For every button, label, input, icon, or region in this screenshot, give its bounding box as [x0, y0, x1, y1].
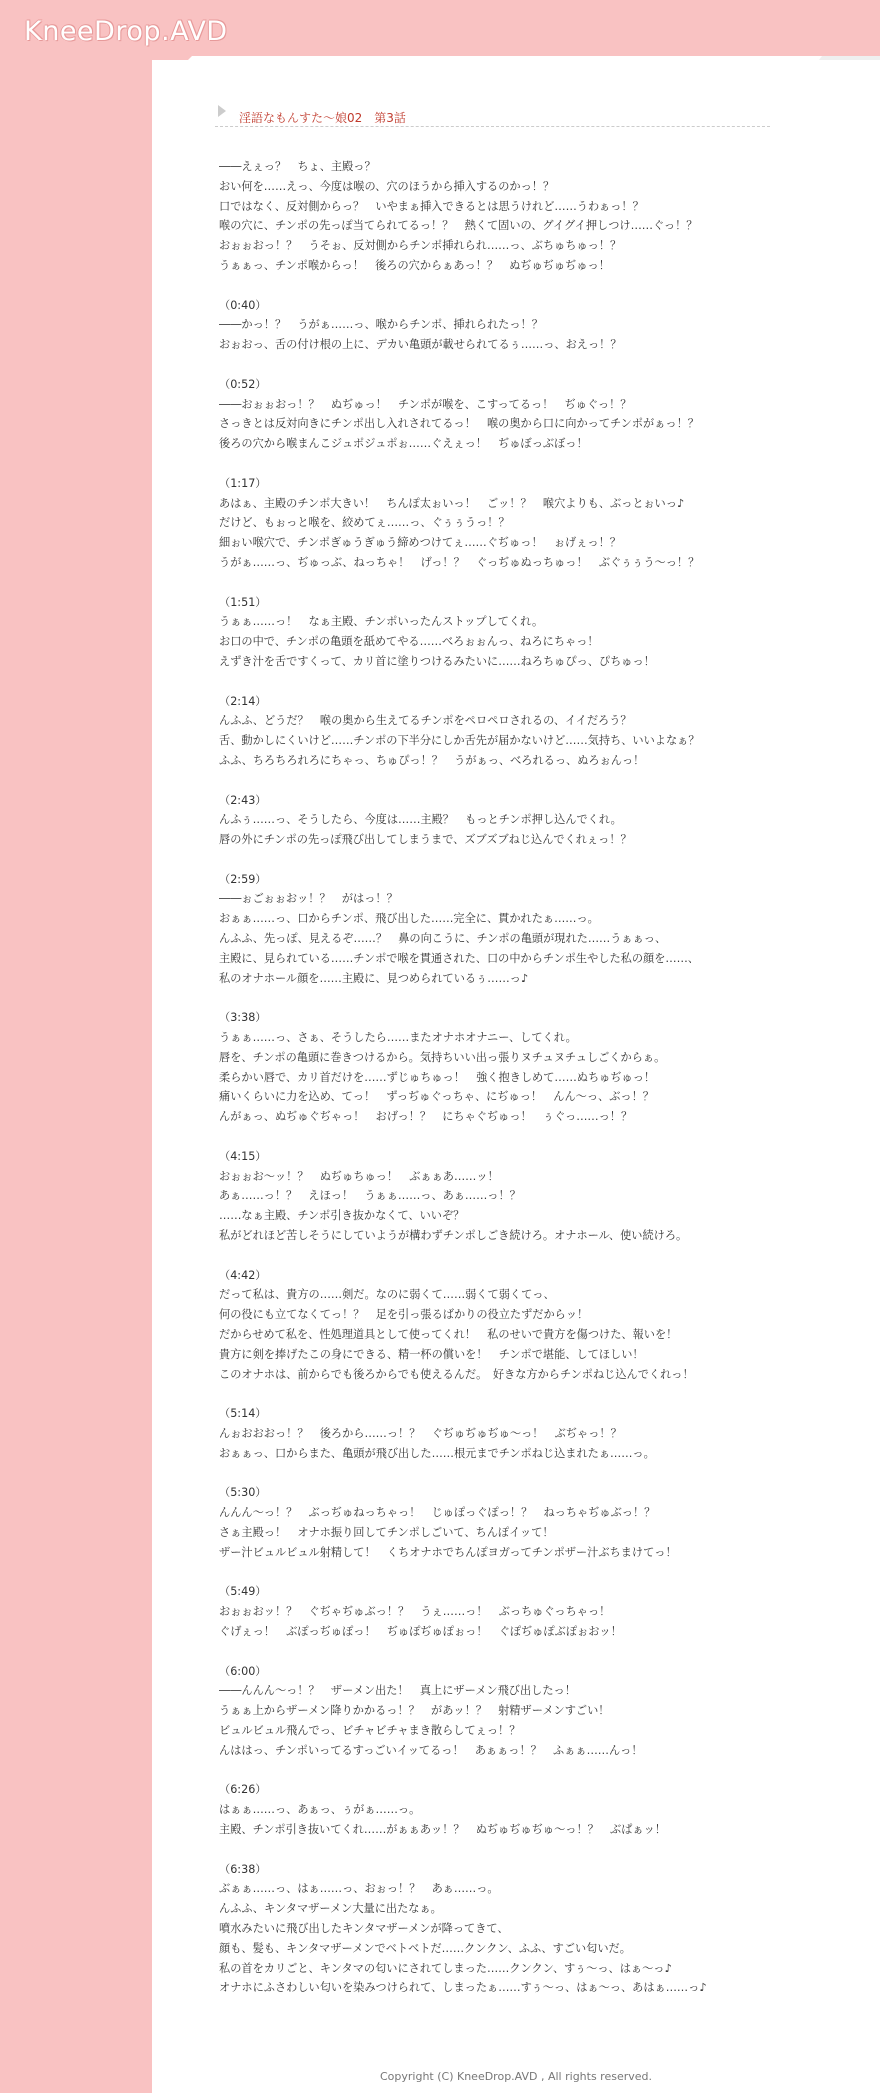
dialogue-line: うぁぁっ、チンポ喉からっ！ 後ろの穴からぁあっ！？ ぬぢゅぢゅぢゅっ！ [219, 258, 610, 272]
dialogue-paragraph [219, 1404, 779, 1463]
dialogue-line: 主殿、チンポ引き抜いてくれ……がぁぁあッ！？ ぬぢゅぢゅぢゅ～っ！？ ぶぱぁッ！ [219, 1822, 666, 1836]
dialogue-paragraph [219, 1780, 779, 1839]
dialogue-line: 後ろの穴から喉まんこジュポジュポぉ……ぐえぇっ！ ぢゅぼっぶぼっ！ [219, 437, 588, 451]
dialogue-line: 私がどれほど苦しそうにしていようが構わずチンポしごき続けろ。オナホール、使い続けろ。 [219, 1229, 688, 1243]
dialogue-line: 喉の穴に、チンポの先っぽ当てられてるっ！？ 熱くて固いの、グイグイ押しつけ……ぐっ！？ [219, 219, 698, 233]
dialogue-line: （3:38） [219, 1011, 267, 1025]
dialogue-line: （6:26） [219, 1783, 267, 1797]
dialogue-line: オナホにふさわしい匂いを染みつけられて、しまったぁ……すぅ～っ、はぁ～っ、あはぁ……っ♪ [219, 1981, 707, 1995]
footer-copyright: Copyright (C) KneeDrop.AVD , All rights reserved. [379, 2070, 653, 2083]
dialogue-paragraph [219, 375, 779, 454]
dialogue-line: 主殿に、見られている……チンポで喉を貫通された、口の中からチンポ生やした私の顔を……、 [219, 951, 699, 965]
dialogue-line: 舌、動かしにくいけど……チンポの下半分にしか舌先が届かないけど……気持ち、いいよなぁ？ [219, 734, 700, 748]
dialogue-line: （4:15） [219, 1149, 267, 1163]
dialogue-line: （2:14） [219, 694, 267, 708]
dialogue-line: （1:51） [219, 595, 267, 609]
dialogue-line: うがぁ……っ、ぢゅっぶ、ねっちゃ！ げっ！？ ぐっぢゅぬっちゅっ！ ぶぐぅぅう～っ！？ [219, 555, 700, 569]
dialogue-line: ――んんん～っ！？ ザーメン出た！ 真上にザーメン飛び出したっ！ [219, 1684, 576, 1698]
dialogue-line: おぁぁ……っ、口からチンポ、飛び出した……完全に、貫かれたぁ……っ。 [219, 912, 599, 926]
dialogue-line: このオナホは、前からでも後ろからでも使えるんだ。 好きな方からチンポねじ込んでくれっ！ [219, 1367, 694, 1381]
dialogue-line: おぉぉおッ！？ ぐぢゃぢゅぶっ！？ うぇ……っ！ ぶっちゅぐっちゃっ！ [219, 1605, 611, 1619]
dialogue-line: 顔も、髪も、キンタマザーメンでベトベトだ……クンクン、ふふ、すごい匂いだ。 [219, 1941, 631, 1955]
dialogue-line: あはぁ、主殿のチンポ大きい！ ちんぽ太ぉいっ！ ごッ！？ 喉穴よりも、ぶっとぉいっ♪ [219, 496, 685, 510]
dialogue-line: うぁぁ上からザーメン降りかかるっ！？ があッ！？ 射精ザーメンすごい！ [219, 1704, 610, 1718]
dialogue-paragraph [219, 1008, 779, 1127]
dialogue-line: おぁぁっ、口からまた、亀頭が飛び出した……根元までチンポねじ込まれたぁ……っ。 [219, 1446, 655, 1460]
article-title: 淫語なもんすた～娘02 第3話 [239, 111, 406, 126]
dialogue-line: （5:30） [219, 1486, 267, 1500]
dialogue-line: ――ぉごぉぉおッ！？ がはっ！？ [219, 892, 398, 906]
dialogue-paragraph [219, 1266, 779, 1385]
dialogue-line: さっきとは反対向きにチンポ出し入れされてるっ！ 喉の奥から口に向かってチンポがぁっ！？ [219, 417, 699, 431]
site-logo[interactable]: KneeDrop.AVD [24, 16, 228, 47]
dialogue-line: （2:59） [219, 872, 267, 886]
dialogue-paragraph [219, 1582, 779, 1641]
dialogue-line: 私のオナホール顔を……主殿に、見つめられているぅ……っ♪ [219, 971, 528, 985]
dialogue-line: だけど、もぉっと喉を、絞めてぇ……っ、ぐぅぅうっ！？ [219, 516, 510, 530]
dialogue-line: んふふ、どうだ？ 喉の奥から生えてるチンポをペロペロされるの、イイだろう？ [219, 714, 632, 728]
dialogue-line: （0:40） [219, 298, 267, 312]
dialogue-paragraph [219, 1860, 779, 1999]
dialogue-line: んぉおおおっ！？ 後ろから……っ！？ ぐぢゅぢゅぢゅ～っ！ ぶぢゃっ！？ [219, 1427, 622, 1440]
dialogue-line: えずき汁を舌ですくって、カリ首に塗りつけるみたいに……ねろちゅぴっ、ぴちゅっ！ [219, 654, 655, 668]
dialogue-line: うぁぁ……っ、さぁ、そうしたら……またオナホオナニー、してくれ。 [219, 1031, 577, 1045]
dialogue-paragraph [219, 1662, 779, 1761]
article-title-row [215, 96, 770, 127]
dialogue-line: 口ではなく、反対側からっ？ いやまぁ挿入できるとは思うけれど……うわぁっ！？ [219, 199, 644, 213]
dialogue-paragraph [219, 157, 779, 276]
dialogue-line: うぁぁ……っ！ なぁ主殿、チンポいったんストップしてくれ。 [219, 615, 544, 629]
dialogue-line: はぁぁ……っ、あぁっ、ぅがぁ……っ。 [219, 1803, 421, 1817]
dialogue-line: んんん～っ！？ ぶっぢゅねっちゃっ！ じゅぽっぐぽっ！？ ねっちゃぢゅぶっ！？ [219, 1506, 656, 1520]
dialogue-line: おい何を……えっ、今度は喉の、穴のほうから挿入するのかっ！？ [219, 179, 555, 193]
dialogue-line: さぁ主殿っ！ オナホ振り回してチンポしごいて、ちんぽイッて！ [219, 1525, 554, 1539]
dialogue-line: ぶぁぁ……っ、はぁ……っ、おぉっ！？ あぁ……っ。 [219, 1882, 499, 1896]
dialogue-paragraph [219, 474, 779, 573]
dialogue-line: ザー汁ビュルビュル射精して！ くちオナホでちんぽヨガってチンポザー汁ぶちまけてっ！ [219, 1545, 677, 1559]
dialogue-line: 唇を、チンポの亀頭に巻きつけるから。気持ちいい出っ張りヌチュヌチュしごくからぁ。 [219, 1050, 666, 1064]
dialogue-paragraph [219, 593, 779, 672]
dialogue-line: （6:38） [219, 1862, 267, 1876]
dialogue-line: 何の役にも立てなくてっ！？ 足を引っ張るばかりの役立たずだからッ！ [219, 1308, 589, 1322]
dialogue-line: （2:43） [219, 793, 267, 807]
dialogue-paragraph [219, 1147, 779, 1246]
dialogue-line: ――かっ！？ うがぁ……っ、喉からチンポ、挿れられたっ！？ [219, 318, 543, 332]
dialogue-line: 貴方に剣を捧げたこの身にできる、精一杯の償いを！ チンポで堪能、してほしい！ [219, 1347, 644, 1361]
dialogue-line: おぉおっ、舌の付け根の上に、デカい亀頭が載せられてるぅ……っ、おえっ！？ [219, 338, 622, 352]
dialogue-line: だって私は、貴方の……剣だ。なのに弱くて……弱くて弱くてっ、 [219, 1288, 555, 1302]
dialogue-line: んふぅ……っ、そうしたら、今度は……主殿？ もっとチンポ押し込んでくれ。 [219, 813, 622, 827]
dialogue-line: ぐげぇっ！ ぶぽっぢゅぽっ！ ぢゅぽぢゅぽぉっ！ ぐぽぢゅぽぶぽぉおッ！ [219, 1624, 622, 1638]
dialogue-line: んふふ、キンタマザーメン大量に出たなぁ。 [219, 1902, 442, 1916]
dialogue-line: あぁ……っ！？ えほっ！ うぁぁ……っ、あぁ……っ！？ [219, 1189, 521, 1203]
dialogue-line: （4:42） [219, 1268, 267, 1282]
dialogue-line: （5:14） [219, 1407, 267, 1421]
dialogue-line: ――おぉぉおっ！？ ぬぢゅっ！ チンポが喉を、こすってるっ！ ぢゅぐっ！？ [219, 397, 632, 411]
dialogue-line: （0:52） [219, 377, 267, 391]
dialogue-paragraph [219, 296, 779, 355]
dialogue-line: おぉぉおっ！？ うそぉ、反対側からチンポ挿れられ……っ、ぶちゅちゅっ！？ [219, 239, 622, 253]
dialogue-line: （1:17） [219, 476, 267, 490]
dialogue-line: んがぁっ、ぬぢゅぐぢゃっ！ おげっ！？ にちゃぐぢゅっ！ ぅぐっ……っ！？ [219, 1110, 633, 1124]
dialogue-line: 細ぉい喉穴で、チンポぎゅうぎゅう締めつけてぇ……ぐぢゅっ！ ぉげぇっ！？ [219, 536, 621, 550]
dialogue-line: 痛いくらいに力を込め、てっ！ ずっぢゅぐっちゃ、にぢゅっ！ んん～っ、ぶっ！？ [219, 1090, 654, 1104]
triangle-bullet-icon [218, 105, 226, 117]
dialogue-line: んははっ、チンポいってるすっごいイッてるっ！ あぁぁっ！？ ふぁぁ……んっ！ [219, 1743, 643, 1757]
dialogue-paragraph [219, 870, 779, 989]
dialogue-line: おぉぉお～ッ！？ ぬぢゅちゅっ！ ぶぁぁあ……ッ！ [219, 1169, 499, 1183]
dialogue-line: 柔らかい唇で、カリ首だけを……ずじゅちゅっ！ 強く抱きしめて……ぬちゅぢゅっ！ [219, 1070, 656, 1084]
dialogue-line: 噴水みたいに飛び出したキンタマザーメンが降ってきて、 [219, 1921, 509, 1935]
dialogue-line: だからせめて私を、性処理道具として使ってくれ！ 私のせいで貴方を傷つけた、報いを！ [219, 1328, 678, 1342]
dialogue-paragraph [219, 1483, 779, 1562]
dialogue-paragraph [219, 692, 779, 771]
dialogue-line: （6:00） [219, 1664, 267, 1678]
dialogue-line: ビュルビュル飛んでっ、ビチャビチャまき散らしてぇっ！？ [219, 1723, 521, 1737]
dialogue-line: 唇の外にチンポの先っぽ飛び出してしまうまで、ズブズブねじ込んでくれぇっ！？ [219, 833, 632, 847]
dialogue-line: んふふ、先っぽ、見えるぞ……？ 鼻の向こうに、チンポの亀頭が現れた……うぁぁっ、 [219, 932, 667, 946]
dialogue-line: （5:49） [219, 1585, 267, 1599]
dialogue-paragraph [219, 791, 779, 850]
dialogue-line: ……なぁ主殿、チンポ引き抜かなくて、いいぞ？ [219, 1209, 465, 1223]
article-body [219, 157, 779, 2018]
dialogue-line: 私の首をカリごと、キンタマの匂いにされてしまった……クンクン、すぅ～っ、はぁ～っ♪ [219, 1961, 672, 1975]
dialogue-line: ふふ、ちろちろれろにちゃっ、ちゅぴっ！？ うがぁっ、べろれるっ、ぬろぉんっ！ [219, 753, 645, 767]
dialogue-line: お口の中で、チンポの亀頭を舐めてやる……べろぉぉんっ、ねろにちゃっ！ [219, 635, 599, 649]
dialogue-line: ――えぇっ？ ちょ、主殿っ？ [219, 160, 376, 173]
